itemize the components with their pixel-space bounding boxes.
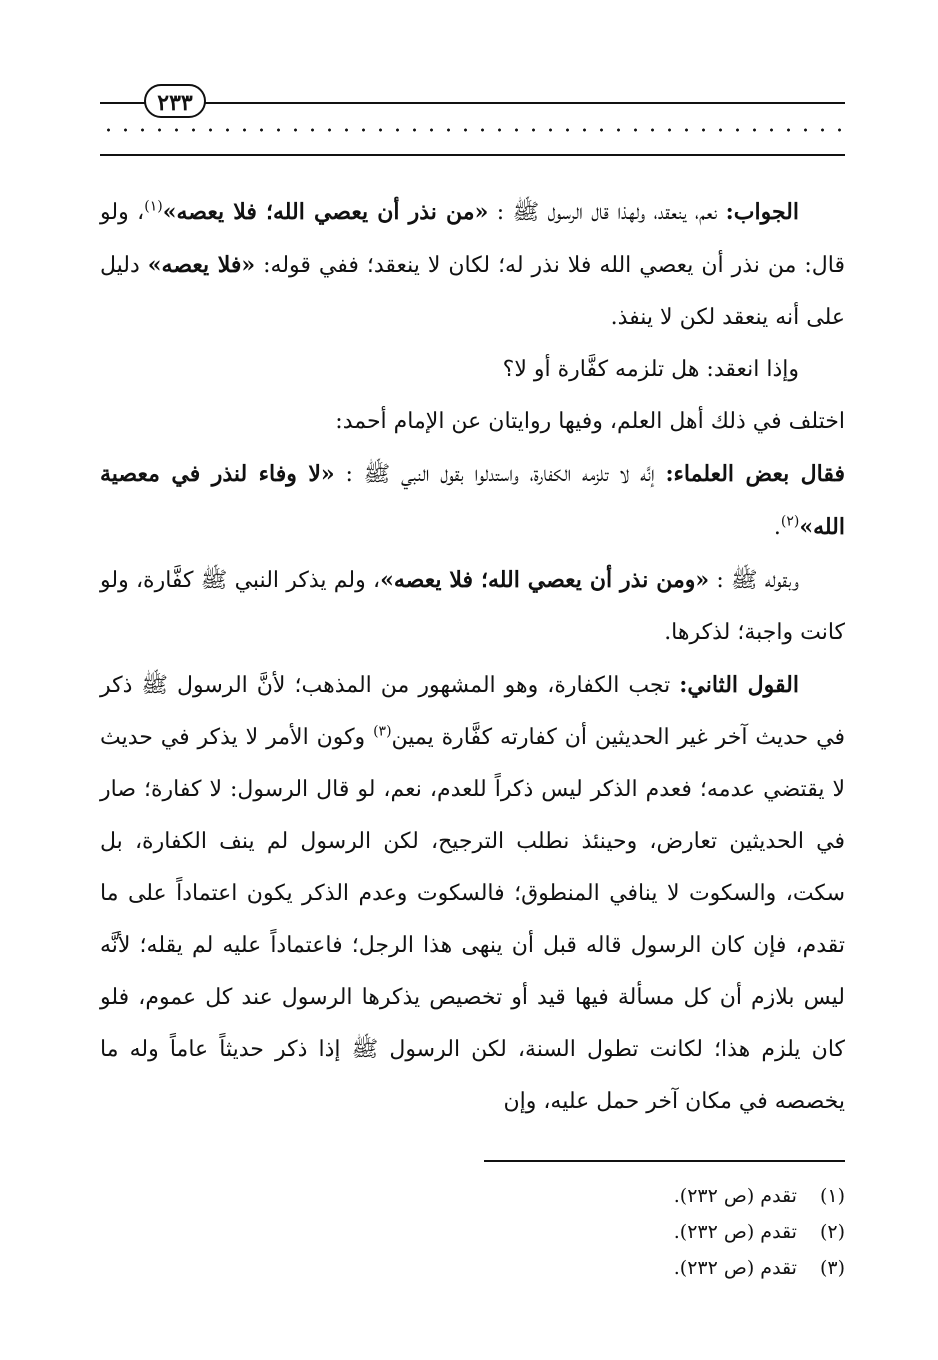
footnote-ref: (٢) [780,513,800,530]
paragraph-answer [100,186,845,344]
footnote-item [100,1214,845,1250]
bold-run: «لا وفاء لنذر في معصية الله» [100,461,845,540]
text-run: وبقوله ﷺ : [709,568,799,593]
text-run: إنَّه لا تلزمه الكفارة، واستدلوا بقول النبي ﷺ : [334,462,666,487]
text-run: وكون الأمر لا يذكر في حديث لا يقتضي عدمه؛ فعدم الذكر ليس ذكراً للعدم، نعم، لو قال الرسول: لا كفارة؛ صار في الحديثين تعارض، وحينئذ نطلب الترجيح، لكن الرسول لم ينف الكفارة، بل سكت، والسكوت لا ينافي المنطوق؛ فالسكوت وعدم الذكر يكون اعتماداً على ما تقدم، فإن كان الرسول قاله قبل أن ينهى هذا الرجل؛ فاعتماداً عليه لم يقله؛ لأنَّه ليس بلازم أن كل مسألة فيها قيد أو تخصيص يذكرها الرسول عند كل عموم، فلو كان يلزم هذا؛ لكانت تطول السنة، لكن الرسول ﷺ إذا ذكر حديثاً عاماً وله ما يخصصه في مكان آخر حمل عليه، وإن [100,725,846,1114]
footnote-text: تقدم (ص ٢٣٢). [673,1221,797,1243]
text-run: اختلف في ذلك أهل العلم، وفيها روايتان عن الإمام أحمد: [335,409,845,434]
text-run: وإذا انعقد: هل تلزمه كفَّارة أو لا؟ [502,357,799,382]
footnote-item [100,1178,845,1214]
footnote-number: (١) [819,1185,845,1207]
text-run: . [773,515,781,540]
bold-run: «من نذر أن يعصي الله؛ فلا يعصه» [162,199,489,225]
footnote-separator [484,1160,845,1162]
text-run: ، ولم يذكر النبي ﷺ كفَّارة، ولو كانت واجبة؛ لذكرها. [100,568,845,645]
paragraph-first-opinion [100,448,845,554]
paragraph-question [100,344,845,396]
footnote-item [100,1250,845,1286]
text-run: نعم، ينعقد، ولهذا قال الرسول ﷺ : [488,200,726,225]
footnotes [100,1178,845,1286]
bold-run: «فلا يعصه» [147,252,256,278]
bold-run: «ومن نذر أن يعصي الله؛ فلا يعصه» [380,567,710,593]
page-header [100,78,845,160]
footnote-number: (٢) [819,1221,845,1243]
page-number: ٢٣٣ [144,84,206,118]
footnote-ref: (٣) [373,723,392,740]
header-top-rule [100,102,845,104]
footnote-text: تقدم (ص ٢٣٢). [673,1257,797,1279]
header-bottom-rule [100,154,845,156]
bold-run: الجواب: [725,199,799,225]
text-run: دليل على أنه ينعقد لكن لا ينفذ. [100,253,845,330]
text-run: تجب الكفارة، وهو المشهور من المذهب؛ لأنَّ الرسول ﷺ ذكر في حديث آخر غير الحديثين أن كفارته كفَّارة يمين [100,673,845,750]
header-dotted-rule [100,126,845,134]
text-run: ، ولو قال: من نذر أن يعصي الله فلا نذر له؛ لكان لا ينعقد؛ ففي قوله: [100,200,845,278]
footnote-number: (٣) [819,1257,845,1279]
main-text [100,186,845,1128]
paragraph-disagreement [100,396,845,448]
paragraph-second-opinion [100,659,845,1128]
footnote-text: تقدم (ص ٢٣٢). [673,1185,797,1207]
bold-run: فقال بعض العلماء: [665,461,845,487]
paragraph-second-evidence [100,554,845,659]
bold-run: القول الثاني: [679,672,799,698]
footnote-ref: (١) [144,198,163,215]
